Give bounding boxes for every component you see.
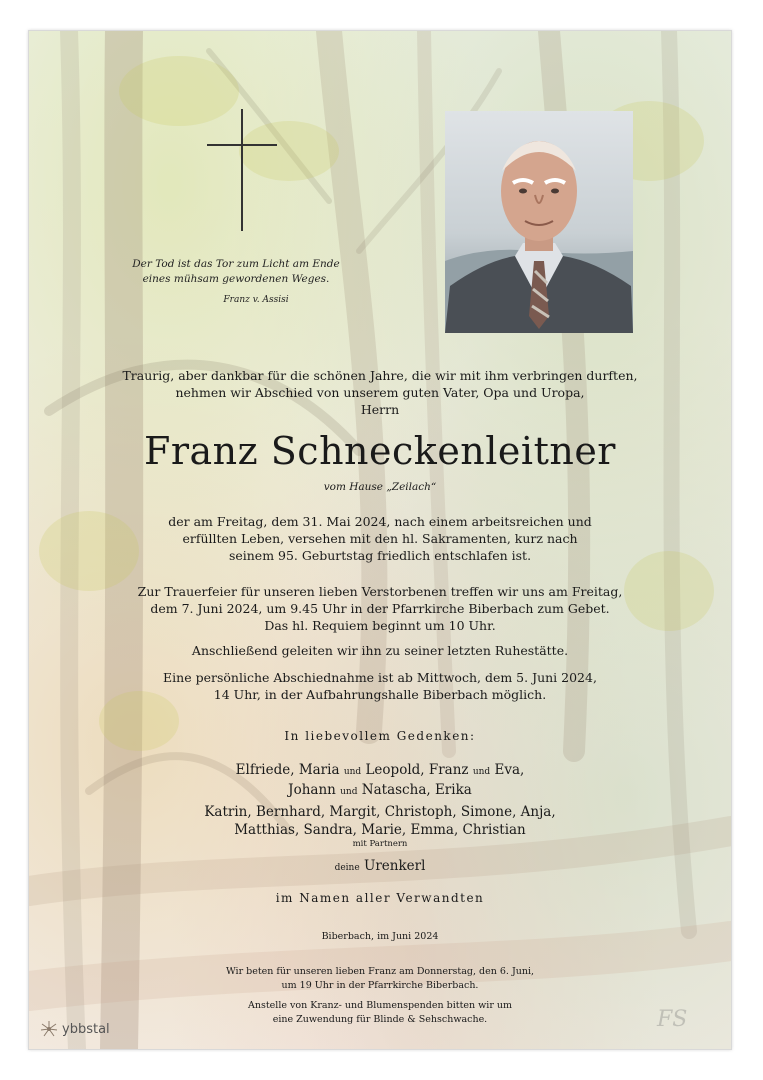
artist-initials: FS	[657, 1007, 688, 1032]
intro-text	[29, 367, 731, 418]
partners-note: mit Partnern	[352, 839, 408, 849]
death-notice	[29, 513, 731, 564]
dandelion-icon	[39, 1019, 59, 1039]
deceased-name: Franz Schneckenleitner	[144, 429, 616, 473]
family-conjunction: und	[343, 767, 362, 777]
great-grandchildren-prefix: deine	[334, 863, 360, 873]
quote-author: Franz v. Assisi	[223, 295, 289, 305]
great-grandchildren-name: Urenkerl	[363, 858, 426, 874]
family-conjunction: und	[472, 767, 491, 777]
intro-line: nehmen wir Abschied von unserem guten Vater, Opa und Uropa,	[175, 385, 585, 400]
intro-line: Herrn	[360, 402, 400, 417]
logo-text: ybbstal	[62, 1021, 110, 1037]
quote	[121, 257, 351, 308]
family-names: Natascha, Erika	[361, 782, 472, 798]
death-line: erfüllten Leben, versehen mit den hl. Sakramenten, kurz nach	[182, 531, 578, 546]
cross-icon	[207, 109, 277, 231]
funeral-line: Das hl. Requiem beginnt um 10 Uhr.	[264, 618, 496, 633]
house-origin: vom Hause „Zeilach“	[323, 481, 437, 493]
family-names: Leopold, Franz	[365, 762, 469, 778]
funeral-line: dem 7. Juni 2024, um 9.45 Uhr in der Pfarrkirche Biberbach zum Gebet.	[150, 601, 610, 616]
portrait-photo	[445, 111, 633, 333]
memory-heading: In liebevollem Gedenken:	[284, 729, 476, 743]
death-line: seinem 95. Geburtstag friedlich entschlafen ist.	[228, 548, 532, 563]
family-names: Eva,	[494, 762, 525, 778]
viewing-line: 14 Uhr, in der Aufbahrungshalle Biberbach möglich.	[213, 687, 547, 702]
viewing-line: Eine persönliche Abschiednahme ist ab Mittwoch, dem 5. Juni 2024,	[163, 670, 597, 685]
family-children	[29, 761, 731, 801]
donation-line: Anstelle von Kranz- und Blumenspenden bitten wir um	[247, 1000, 513, 1011]
quote-line: Der Tod ist das Tor zum Licht am Ende	[132, 258, 340, 270]
on-behalf-text: im Namen aller Verwandten	[275, 891, 485, 905]
prayer-notice	[29, 965, 731, 993]
obituary-card	[28, 30, 732, 1050]
quote-line: eines mühsam gewordenen Weges.	[142, 273, 330, 285]
family-names: Johann	[288, 782, 336, 798]
family-grandchildren	[29, 803, 731, 839]
intro-line: Traurig, aber dankbar für die schönen Jahre, die wir mit ihm verbringen durften,	[122, 368, 638, 383]
donation-notice	[29, 999, 731, 1027]
ybbstal-logo	[39, 1019, 110, 1039]
burial-text: Anschließend geleiten wir ihn zu seiner letzten Ruhestätte.	[191, 643, 569, 658]
grandchildren-line: Katrin, Bernhard, Margit, Christoph, Simone, Anja,	[204, 804, 556, 820]
place-date: Biberbach, im Juni 2024	[321, 931, 439, 942]
family-names: Elfriede, Maria	[235, 762, 340, 778]
prayer-line: um 19 Uhr in der Pfarrkirche Biberbach.	[281, 980, 479, 991]
funeral-details	[29, 583, 731, 634]
prayer-line: Wir beten für unseren lieben Franz am Donnerstag, den 6. Juni,	[225, 966, 535, 977]
funeral-line: Zur Trauerfeier für unseren lieben Verstorbenen treffen wir uns am Freitag,	[137, 584, 623, 599]
viewing-details	[29, 669, 731, 703]
great-grandchildren	[29, 858, 731, 874]
family-conjunction: und	[340, 787, 358, 797]
grandchildren-line: Matthias, Sandra, Marie, Emma, Christian	[234, 822, 526, 838]
death-line: der am Freitag, dem 31. Mai 2024, nach einem arbeitsreichen und	[168, 514, 592, 529]
donation-line: eine Zuwendung für Blinde & Sehschwache.	[272, 1014, 488, 1025]
